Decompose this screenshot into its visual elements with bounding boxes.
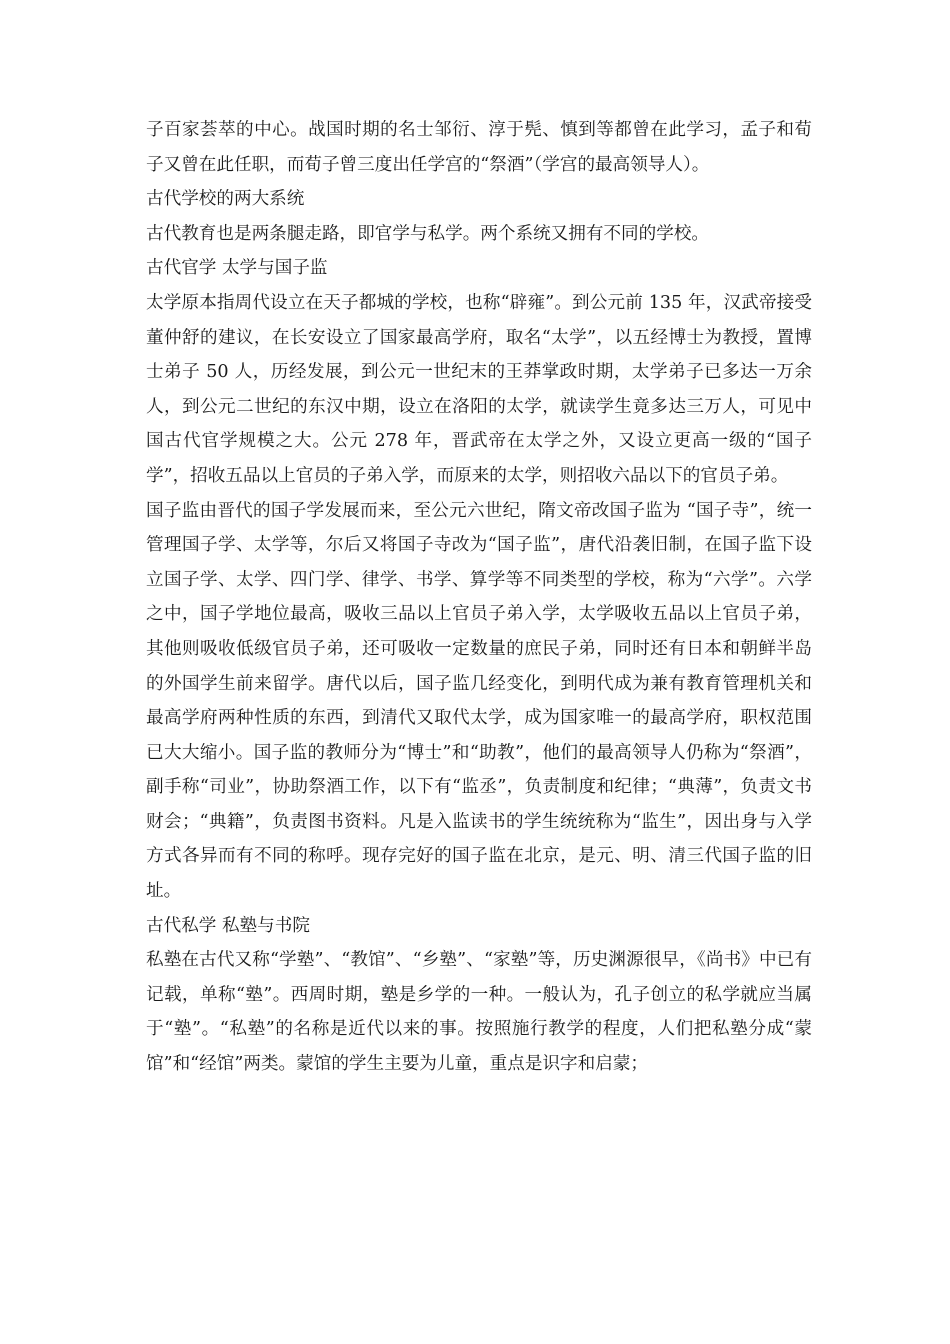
heading-two-school-systems: 古代学校的两大系统 — [146, 189, 305, 210]
paragraph-taixue: 太学原本指周代设立在天子都城的学校，也称“辟雍”。到公元前 135 年，汉武帝接受董仲舒的建议，在长安设立了国家最高学府，取名“太学”，以五经博士为教授，置博士弟子 50 人，历经发展，到公元一世纪末的王莽掌政时期，太学弟子已多达一万余人，到公元二世纪的东汉中期，设立在洛阳的太学，就读学生竟多达三万人，可见中国古代官学规模之大。公元 278 年，晋武帝在太学之外，又设立更高一级的“国子学”，招收五品以上官员的子弟入学，而原来的太学，则招收六品以下的官员子弟。 — [146, 292, 812, 486]
paragraph-sishu: 私塾在古代又称“学塾”、“教馆”、“乡塾”、“家塾”等，历史渊源很早，《尚书》中已有记载，单称“塾”。西周时期，塾是乡学的一种。一般认为，孔子创立的私学就应当属于“塾”。“私塾”的名称是近代以来的事。按照施行教学的程度，人们把私塾分成“蒙馆”和“经馆”两类。蒙馆的学生主要为儿童，重点是识字和启蒙； — [146, 950, 812, 1075]
document-body — [146, 113, 812, 1082]
heading-private-schools: 古代私学 私塾与书院 — [146, 915, 310, 936]
paragraph-official-and-private: 古代教育也是两条腿走路，即官学与私学。两个系统又拥有不同的学校。 — [146, 223, 710, 244]
heading-official-schools: 古代官学 太学与国子监 — [146, 258, 328, 279]
paragraph-guozijian: 国子监由晋代的国子学发展而来，至公元六世纪，隋文帝改国子监为 “国子寺”，统一管理国子学、太学等，尔后又将国子寺改为“国子监”，唐代沿袭旧制，在国子监下设立国子学、太学、四门学、律学、书学、算学等不同类型的学校，称为“六学”。六学之中，国子学地位最高，吸收三品以上官员子弟入学，太学吸收五品以上官员子弟，其他则吸收低级官员子弟，还可吸收一定数量的庶民子弟，同时还有日本和朝鲜半岛的外国学生前来留学。唐代以后，国子监几经变化，到明代成为兼有教育管理机关和最高学府两种性质的东西，到清代又取代太学，成为国家唯一的最高学府，职权范围已大大缩小。国子监的教师分为“博士”和“助教”，他们的最高领导人仍称为“祭酒”，副手称“司业”，协助祭酒工作，以下有“监丞”，负责制度和纪律；“典薄”，负责文书财会；“典籍”，负责图书资料。凡是入监读书的学生统统称为“监生”，因出身与入学方式各异而有不同的称呼。现存完好的国子监在北京，是元、明、清三代国子监的旧址。 — [146, 500, 812, 902]
paragraph-jixia-academy: 子百家荟萃的中心。战国时期的名士邹衍、淳于髡、慎到等都曾在此学习，孟子和荀子又曾在此任职，而荀子曾三度出任学宫的“祭酒”（学宫的最高领导人）。 — [146, 120, 812, 175]
